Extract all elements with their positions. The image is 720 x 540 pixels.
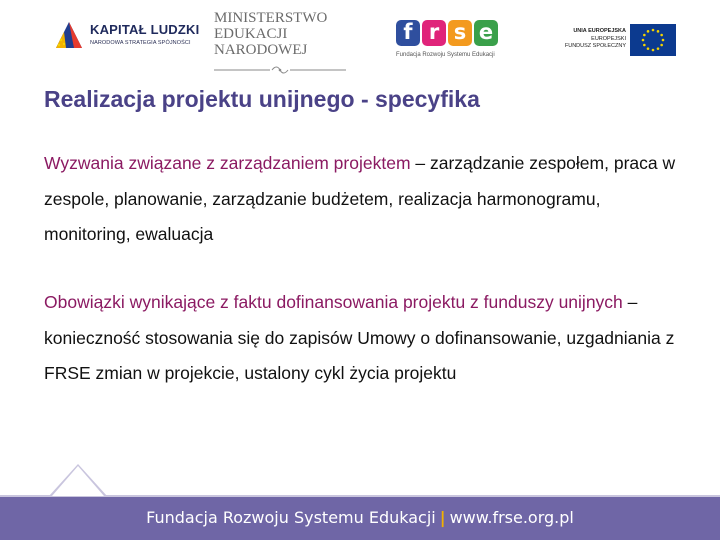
eu-star-icon [643,34,646,37]
frse-subtitle: Fundacja Rozwoju Systemu Edukacji [396,52,495,58]
eu-star-icon [643,44,646,47]
frse-wordmark [396,20,510,46]
ue-efs-logo [560,22,678,60]
eu-star-icon [652,29,655,32]
kapital-ludzki-logo [52,14,200,64]
eu-star-icon [662,39,665,42]
paragraph-1-highlight: Wyzwania związane z zarządzaniem projektem [44,153,411,173]
kapital-ludzki-title: KAPITAŁ LUDZKI [90,22,200,37]
footer-top-line [0,495,720,497]
ue-line3: FUNDUSZ SPOŁECZNY [564,43,626,49]
ue-line2: EUROPEJSKI [591,35,626,42]
frse-letter-r: r [422,20,446,46]
footer-org-name: Fundacja Rozwoju Systemu Edukacji [146,508,436,527]
eu-star-icon [647,47,650,50]
ministerstwo-logo [214,10,348,74]
eu-star-icon [657,47,660,50]
ministerstwo-line3: NARODOWEJ [214,42,308,58]
page-title: Realizacja projektu unijnego - specyfika [44,86,480,112]
ornament-divider-icon [214,65,346,75]
ue-line1: UNIA EUROPEJSKA [573,28,626,34]
ministerstwo-line2: EDUKACJI [214,26,288,42]
footer-separator: | [439,508,446,527]
paragraph-project-management [44,146,684,253]
ue-text [560,28,626,51]
frse-logo [396,20,510,66]
frse-letter-f: f [396,20,420,46]
kapital-ludzki-subtitle: NARODOWA STRATEGIA SPÓJNOŚCI [90,40,191,46]
paragraph-1-text: – zarządzanie zespołem, praca w zespole, planowanie, zarządzanie budżetem, realizacja harmonogramu, monitoring, ewaluacja [44,153,676,244]
paragraph-funding-obligations [44,285,684,392]
paragraph-2-text: – konieczność stosowania się do zapisów Umowy o dofinansowanie, uzgadniania z FRSE zmian w projekcie, ustalony cykl życia projektu [44,292,675,383]
eu-star-icon [660,34,663,37]
ministerstwo-line1: MINISTERSTWO [214,10,328,26]
eu-star-icon [657,30,660,33]
footer-url: www.frse.org.pl [449,508,574,527]
frse-letter-s: s [448,20,472,46]
paragraph-2-highlight: Obowiązki wynikające z faktu dofinansowania projektu z funduszy unijnych [44,292,623,312]
eu-flag-icon [630,24,676,56]
eu-star-icon [652,49,655,52]
eu-star-icon [647,30,650,33]
footer-tab [52,466,104,496]
eu-star-icon [642,39,645,42]
eu-star-icon [660,44,663,47]
header-logos [0,0,720,80]
kapital-ludzki-emblem-icon [52,18,86,52]
footer-text [0,508,720,527]
frse-letter-e: e [474,20,498,46]
